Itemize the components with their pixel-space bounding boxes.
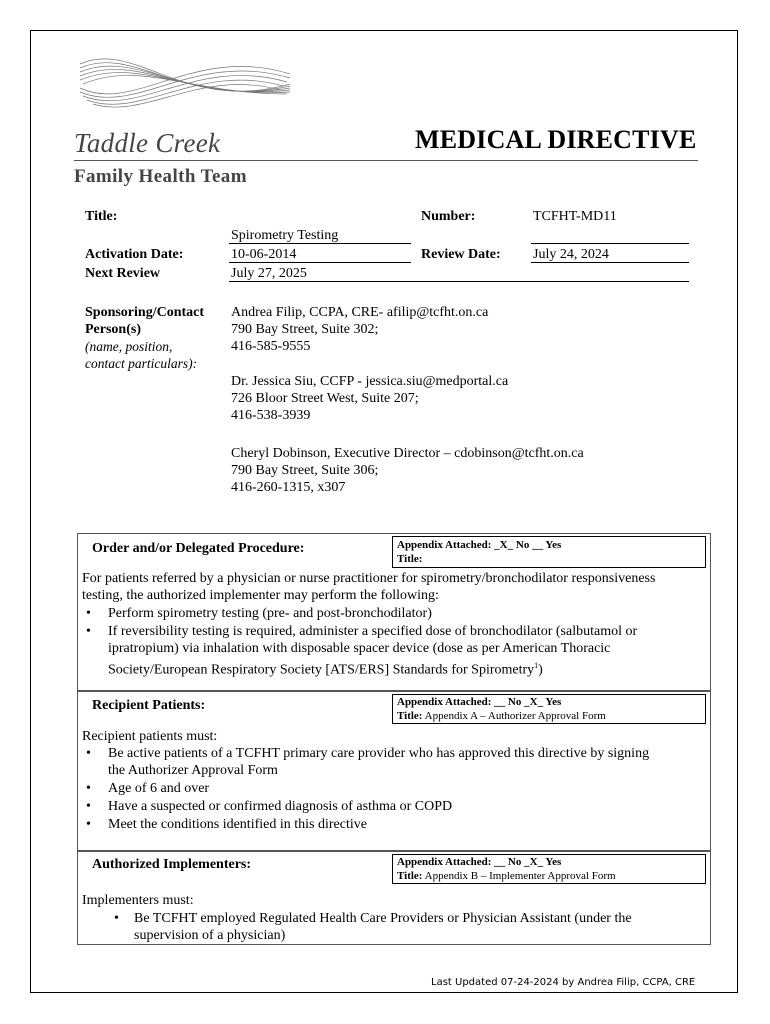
- brand-name: Taddle Creek: [74, 128, 221, 158]
- recipient-section: [77, 691, 711, 851]
- order-section: [77, 533, 711, 691]
- recipient-appendix-status: Appendix Attached: __ No _X_ Yes: [397, 696, 562, 708]
- review-underline: [531, 262, 689, 263]
- order-heading-cell: [78, 534, 392, 568]
- recipient-heading: Recipient Patients:: [92, 698, 206, 713]
- bullet-icon: •: [86, 624, 91, 639]
- implementers-bullet-1-line2: supervision of a physician): [134, 928, 286, 943]
- order-bullet-2-line2: ipratropium) via inhalation with disposable spacer device (dose as per American Thoracic: [108, 641, 611, 656]
- bullet-icon: •: [86, 606, 91, 621]
- recipient-bullet-1-line1: Be active patients of a TCFHT primary care provider who has approved this directive by signing: [108, 746, 650, 761]
- number-underline: [531, 243, 689, 244]
- sponsor-label-3: (name, position,: [85, 339, 173, 354]
- contact-1-line3: 416-585-9555: [231, 339, 311, 354]
- contact-3-line2: 790 Bay Street, Suite 306;: [231, 463, 379, 478]
- next-review-label: Next Review: [85, 266, 161, 281]
- bullet-icon: •: [86, 781, 91, 796]
- number-value: TCFHT-MD11: [533, 209, 617, 224]
- contact-1-line2: 790 Bay Street, Suite 302;: [231, 322, 379, 337]
- taddle-creek-wave-logo: [75, 44, 295, 124]
- title-value: Spirometry Testing: [231, 228, 339, 243]
- sponsor-label-2: Person(s): [85, 322, 141, 337]
- implementers-heading: Authorized Implementers:: [92, 857, 252, 872]
- contact-2-line3: 416-538-3939: [231, 408, 311, 423]
- bullet-icon: •: [86, 746, 91, 761]
- order-appendix-title: Title:: [397, 553, 423, 565]
- document-page: [30, 30, 738, 993]
- review-value: July 24, 2024: [533, 247, 609, 262]
- review-label: Review Date:: [421, 247, 501, 262]
- recipient-bullet-4: Meet the conditions identified in this directive: [108, 817, 367, 832]
- recipient-appendix-title: Title: Appendix A – Authorizer Approval Form: [397, 710, 606, 722]
- order-intro-1: For patients referred by a physician or nurse practitioner for spirometry/bronchodilator responsiveness: [82, 571, 656, 586]
- contact-1-line1: Andrea Filip, CCPA, CRE- afilip@tcfht.on.ca: [231, 305, 489, 320]
- document-type-title: MEDICAL DIRECTIVE: [415, 125, 697, 154]
- implementers-intro: Implementers must:: [82, 893, 194, 908]
- title-label: Title:: [85, 209, 118, 224]
- activation-label: Activation Date:: [85, 247, 184, 262]
- next-review-underline: [229, 281, 689, 282]
- recipient-appendix-box: [392, 694, 706, 724]
- next-review-value: July 27, 2025: [231, 266, 307, 281]
- bullet-icon: •: [86, 799, 91, 814]
- contact-2-line1: Dr. Jessica Siu, CCFP - jessica.siu@medportal.ca: [231, 374, 509, 389]
- order-heading: Order and/or Delegated Procedure:: [92, 541, 305, 556]
- number-label: Number:: [421, 209, 476, 224]
- order-appendix-status: Appendix Attached: _X_ No __ Yes: [397, 539, 562, 551]
- implementers-section: [77, 851, 711, 945]
- recipient-bullet-2: Age of 6 and over: [108, 781, 210, 796]
- sponsor-label-4: contact particulars):: [85, 356, 198, 371]
- implementers-bullet-1-line1: Be TCFHT employed Regulated Health Care Providers or Physician Assistant (under the: [134, 911, 632, 926]
- header-rule: [74, 160, 698, 161]
- footer-last-updated: Last Updated 07-24-2024 by Andrea Filip, CCPA, CRE: [431, 977, 696, 988]
- bullet-icon: •: [86, 817, 91, 832]
- activation-value: 10-06-2014: [231, 247, 297, 262]
- order-intro-2: testing, the authorized implementer may perform the following:: [82, 588, 439, 603]
- implementers-appendix-title: Title: Appendix B – Implementer Approval Form: [397, 870, 616, 882]
- bullet-icon: •: [114, 911, 119, 926]
- activation-underline: [229, 262, 411, 263]
- order-appendix-box: [392, 536, 706, 568]
- recipient-bullet-1-line2: the Authorizer Approval Form: [108, 763, 278, 778]
- sponsor-label: Sponsoring/Contact: [85, 305, 205, 320]
- contact-2-line2: 726 Bloor Street West, Suite 207;: [231, 391, 419, 406]
- recipient-bullet-3: Have a suspected or confirmed diagnosis of asthma or COPD: [108, 799, 453, 814]
- contact-3-line3: 416-260-1315, x307: [231, 480, 346, 495]
- brand-subtitle: Family Health Team: [74, 166, 247, 187]
- order-bullet-1: Perform spirometry testing (pre- and post-bronchodilator): [108, 606, 432, 621]
- order-bullet-2-line1: If reversibility testing is required, administer a specified dose of bronchodilator (salbutamol or: [108, 624, 638, 639]
- contact-3-line1: Cheryl Dobinson, Executive Director – cdobinson@tcfht.on.ca: [231, 446, 584, 461]
- recipient-intro: Recipient patients must:: [82, 729, 218, 744]
- implementers-appendix-box: [392, 854, 706, 884]
- implementers-appendix-status: Appendix Attached: __ No _X_ Yes: [397, 856, 562, 868]
- title-underline: [229, 243, 411, 244]
- order-bullet-2-line3: Society/European Respiratory Society [ATS/ERS] Standards for Spirometry$^1$): [108, 661, 543, 678]
